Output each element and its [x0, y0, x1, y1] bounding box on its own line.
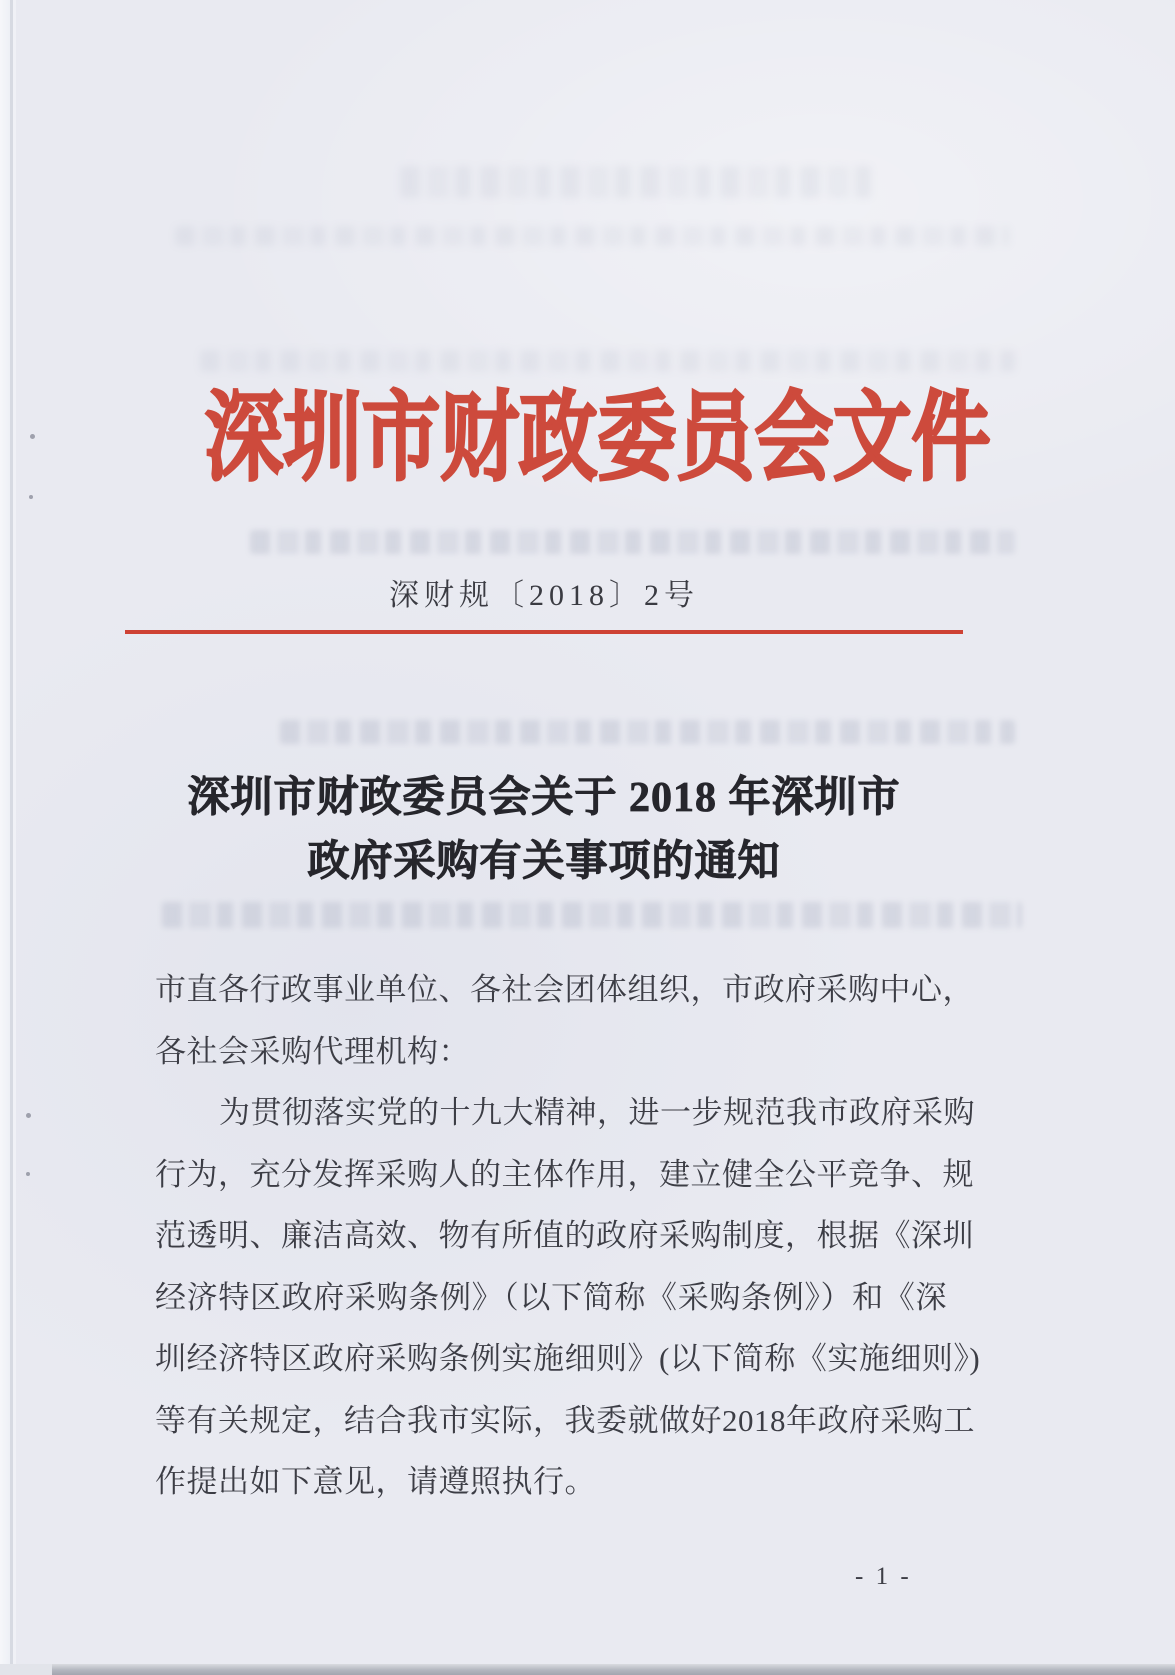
body-line: 行为，充分发挥采购人的主体作用，建立健全公平竞争、规: [155, 1156, 974, 1192]
letterhead-red-rule: [125, 630, 963, 634]
scan-bottom-corner: [0, 1664, 52, 1675]
scan-left-edge: [0, 0, 10, 1675]
salutation-line: 各社会采购代理机构：: [155, 1033, 470, 1069]
scan-speck: [30, 434, 35, 439]
bleedthrough-band: [250, 530, 1015, 554]
document-title-line-2: 政府采购有关事项的通知: [307, 839, 781, 885]
bleedthrough-band: [162, 902, 1022, 928]
bleedthrough-band: [200, 350, 1015, 372]
letterhead-title: 深圳市财政委员会文件: [204, 385, 991, 492]
document-title: [125, 766, 963, 894]
bleedthrough-band: [175, 226, 1010, 246]
body-line: 范透明、廉洁高效、物有所值的政府采购制度，根据《深圳: [155, 1218, 974, 1253]
scan-speck: [26, 1113, 31, 1118]
body-line: 为贯彻落实党的十九大精神，进一步规范我市政府采购: [219, 1095, 975, 1130]
salutation-line: 市直各行政事业单位、各社会团体组织，市政府采购中心，: [155, 972, 974, 1007]
scan-speck: [29, 495, 33, 499]
scan-bottom-edge: [0, 1664, 1175, 1675]
scan-left-edge-line-2: [13, 0, 16, 1675]
page-number: - 1 -: [855, 1563, 912, 1590]
document-number: 深财规〔2018〕2号: [389, 579, 699, 612]
body-line: 圳经济特区政府采购条例实施细则》(以下简称《实施细则》): [155, 1341, 981, 1376]
bleedthrough-band: [400, 166, 880, 198]
document-title-line-1: 深圳市财政委员会关于 2018 年深圳市: [187, 775, 901, 821]
body-line: 等有关规定，结合我市实际，我委就做好2018年政府采购工: [155, 1402, 975, 1438]
body-line: 作提出如下意见，请遵照执行。: [155, 1464, 596, 1499]
scan-speck: [26, 1172, 30, 1176]
bleedthrough-band: [280, 720, 1015, 744]
document-body: [155, 959, 981, 1513]
body-line: 经济特区政府采购条例》（以下简称《采购条例》）和《深: [155, 1279, 947, 1315]
